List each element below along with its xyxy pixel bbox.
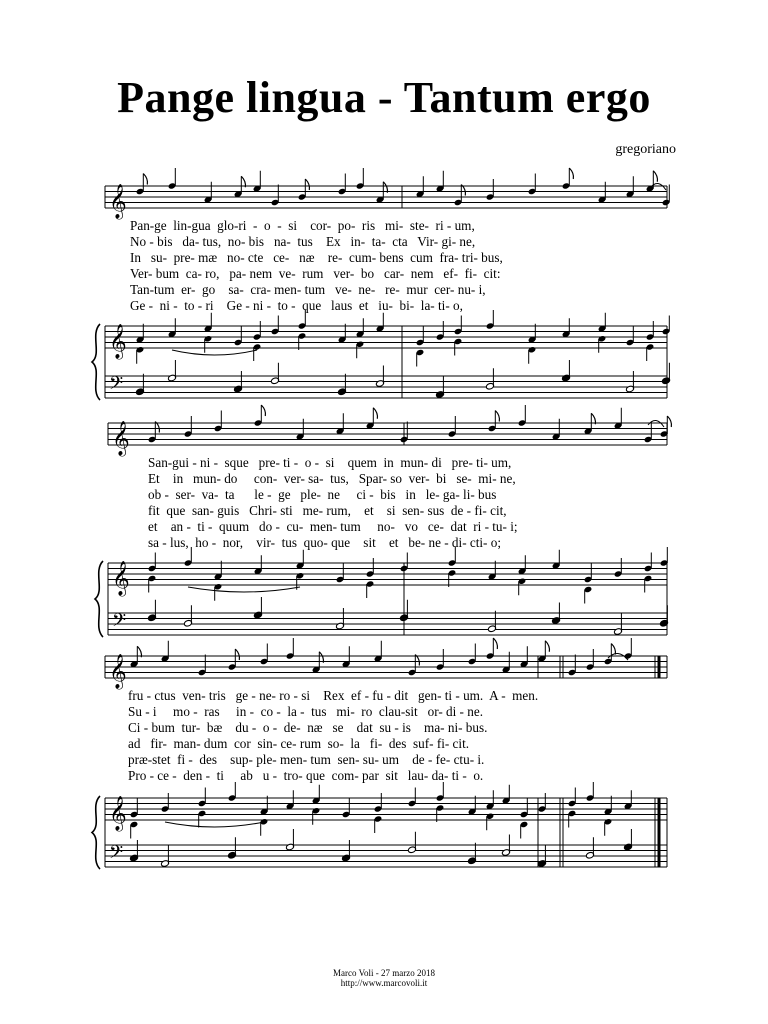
lyric-line: Ci - bum tur- bæ du - o - de- næ se dat su - is ma- ni- bus.: [128, 720, 488, 735]
lyric-line: sa - lus, ho - nor, vir- tus quo- que sit et be- ne - di- cti- o;: [148, 535, 502, 550]
lyric-line: ob - ser- va- ta le - ge ple- ne ci - bis in le- ga- li- bus: [148, 487, 497, 502]
slur: [165, 822, 264, 827]
lyric-line: præ-stet fi - des sup- ple- men- tum sen- su- um de - fe- ctu- i.: [128, 752, 485, 767]
treble-clef-icon: 𝄞: [109, 796, 127, 831]
note-flag: [493, 638, 497, 649]
note-flag: [373, 408, 377, 419]
treble-clef-icon: 𝄞: [112, 561, 130, 596]
treble-clef-icon: 𝄞: [109, 654, 127, 689]
lyric-line: Ge - ni - to - ri Ge - ni - to - que laus et iu- bi- la- ti- o,: [130, 298, 463, 313]
note-flag: [653, 171, 657, 182]
brace: [95, 561, 103, 637]
slur: [172, 350, 257, 355]
footer-author-date: Marco Voli - 27 marzo 2018: [333, 968, 435, 978]
lyric-line: No - bis da- tus, no- bis na- tus Ex in- ta- cta Vir- gi- ne,: [130, 234, 476, 249]
treble-clef-icon: 𝄞: [109, 324, 127, 359]
note-flag: [235, 649, 239, 660]
page-footer: [0, 968, 768, 988]
lyric-line: Tan-tum er- go sa- cra- men- tum ve- ne- re- mur cer- nu- i,: [130, 282, 486, 297]
lyric-line: San-gui - ni - sque pre- ti - o - si quem in mun- di pre- ti- um,: [148, 455, 512, 470]
lyric-line: Pro - ce - den - ti ab u - tro- que com- par sit lau- da- ti - o.: [128, 768, 484, 783]
lyric-line: Su - i mo - ras in - co - la - tus mi- ro clau-sit or- di - ne.: [128, 704, 483, 719]
brace: [92, 324, 100, 400]
lyric-line: In su- pre- mæ no- cte ce- næ re- cum- bens cum fra- tri- bus,: [130, 250, 503, 265]
bass-clef-icon: 𝄢: [109, 842, 124, 868]
slur: [188, 587, 300, 592]
lyric-line: Et in mun- do con- ver- sa- tus, Spar- so ver- bi se- mi- ne,: [148, 471, 516, 486]
lyric-line: Ver- bum ca- ro, pa- nem ve- rum ver- bo car- nem ef- fi- cit:: [130, 266, 501, 281]
note-flag: [569, 168, 573, 179]
note-flag: [143, 174, 147, 185]
lyric-line: et an - ti - quum do - cu- men- tum no- vo ce- dat ri - tu- i;: [148, 519, 518, 534]
page-title: Pange lingua - Tantum ergo: [117, 73, 651, 122]
lyric-line: fru - ctus ven- tris ge - ne- ro - si Rex ef - fu - dit gen- ti - um. A - men.: [128, 688, 539, 703]
note-flag: [261, 405, 265, 416]
treble-clef-icon: 𝄞: [112, 421, 130, 456]
footer-url: http://www.marcovoli.it: [340, 978, 428, 988]
lyric-line: fit que san- guis Chri- sti me- rum, et si sen- sus de - fi- cit,: [148, 503, 507, 518]
note-flag: [667, 416, 671, 427]
bass-clef-icon: 𝄢: [109, 373, 124, 399]
note-flag: [305, 179, 309, 190]
note-flag: [495, 411, 499, 422]
brace: [92, 796, 100, 869]
composer-credit: gregoriano: [615, 142, 676, 157]
slur: [648, 420, 664, 427]
note-flag: [611, 644, 615, 655]
treble-clef-icon: 𝄞: [109, 184, 127, 219]
lyric-line: Pan-ge lin-gua glo-ri - o - si cor- po- ris mi- ste- ri - um,: [130, 218, 475, 233]
note-flag: [545, 641, 549, 652]
bass-clef-icon: 𝄢: [112, 610, 127, 636]
lyric-line: ad fir- man- dum cor sin- ce- rum so- la fi- des suf- fi- cit.: [128, 736, 470, 751]
